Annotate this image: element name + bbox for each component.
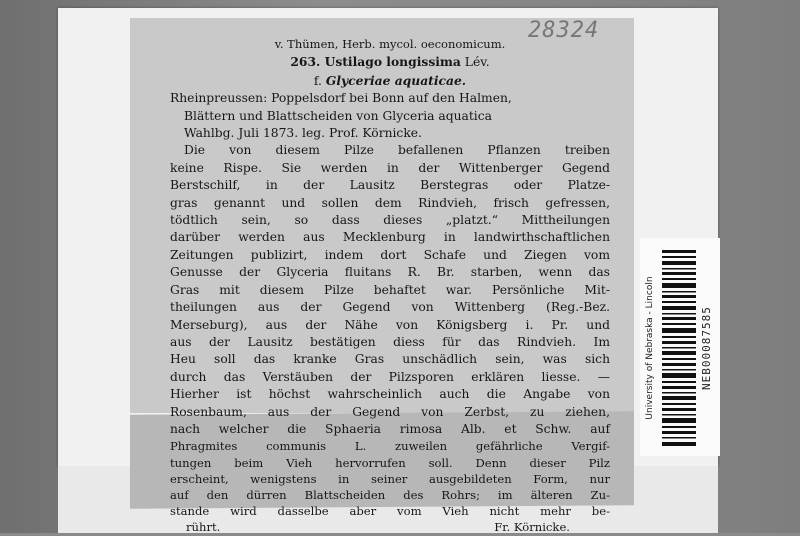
body-line: Berstschilf, in der Lausitz Berstegras oder Platze- — [170, 178, 610, 193]
barcode-bars — [662, 250, 696, 446]
fold-line: erscheint, wenigstens in seiner ausgebildeten Form, nur — [170, 471, 610, 486]
body-line: gras genannt und sollen dem Rindvieh, frisch gefressen, — [170, 195, 610, 210]
body-line: keine Rispe. Sie werden in der Wittenberger Gegend — [170, 160, 610, 175]
body-line: theilungen aus der Gegend von Wittenberg (Reg.-Bez. — [170, 300, 610, 315]
label-text — [170, 36, 610, 536]
locality-line: Blättern und Blattscheiden von Glyceria aquatica — [184, 108, 492, 123]
body-line: Hierher ist höchst wahrscheinlich auch die Angabe von — [170, 387, 610, 402]
closing-line — [170, 519, 610, 535]
fold-line: auf den dürren Blattscheiden des Rohrs; im älteren Zu- — [170, 487, 610, 502]
body-line: Rosenbaum, aus der Gegend von Zerbst, zu ziehen, — [170, 404, 610, 419]
locality-line: Wahlbg. Juli 1873. leg. Prof. Körnicke. — [184, 126, 422, 141]
body-line: nach welcher die Sphaeria rimosa Alb. et Schw. auf — [170, 421, 610, 436]
body-line: Zeitungen publizirt, indem dort Schafe und Ziegen vom — [170, 247, 610, 262]
body-line: Die von diesem Pilze befallenen Pflanzen treiben — [184, 143, 610, 158]
fold-line: Phragmites communis L. zuweilen gefährliche Vergif- — [170, 439, 610, 454]
body-line: Merseburg), aus der Nähe von Königsberg i. Pr. und — [170, 317, 610, 332]
species-name: 263. Ustilago longissima — [290, 54, 461, 70]
body-line: tödtlich sein, so dass dieses „platzt.“ Mittheilungen — [170, 213, 610, 228]
fold-line: stande wird dasselbe aber vom Vieh nicht mehr be- — [170, 504, 610, 519]
body-line: aus der Lausitz bestätigen diess für das Rindvieh. Im — [170, 334, 610, 349]
body-line: darüber werden aus Mecklenburg in landwirthschaftlichen — [170, 230, 610, 245]
form-host: Glyceriae aquaticae. — [325, 72, 467, 88]
signature: Fr. Körnicke. — [494, 520, 570, 535]
body-line: Heu soll das kranke Gras unschädlich sein, was sich — [170, 352, 610, 367]
locality-line: Rheinpreussen: Poppelsdorf bei Bonn auf den Halmen, — [170, 91, 512, 106]
form-line — [170, 72, 610, 90]
accession-number: 28324 — [528, 18, 600, 43]
body-line: Genusse der Glyceria fluitans R. Br. starben, wenn das — [170, 265, 610, 280]
body-line: durch das Verstäuben der Pilzsporen erklären liesse. — — [170, 369, 610, 384]
form-prefix: f. — [313, 73, 326, 88]
fold-line: tungen beim Vieh hervorrufen soll. Denn dieser Pilz — [170, 455, 610, 470]
folded-text — [170, 438, 610, 535]
barcode-number: NEB00087585 — [700, 306, 713, 390]
barcode-institution: University of Nebraska - Lincoln — [645, 276, 655, 420]
species-line — [170, 53, 610, 71]
closing-word: rührt. — [186, 520, 221, 535]
species-author: Lév. — [460, 55, 490, 70]
body-line: Gras mit diesem Pilze behaftet war. Persönliche Mit- — [170, 282, 610, 297]
series-title: v. Thümen, Herb. mycol. oeconomicum. — [274, 37, 506, 51]
